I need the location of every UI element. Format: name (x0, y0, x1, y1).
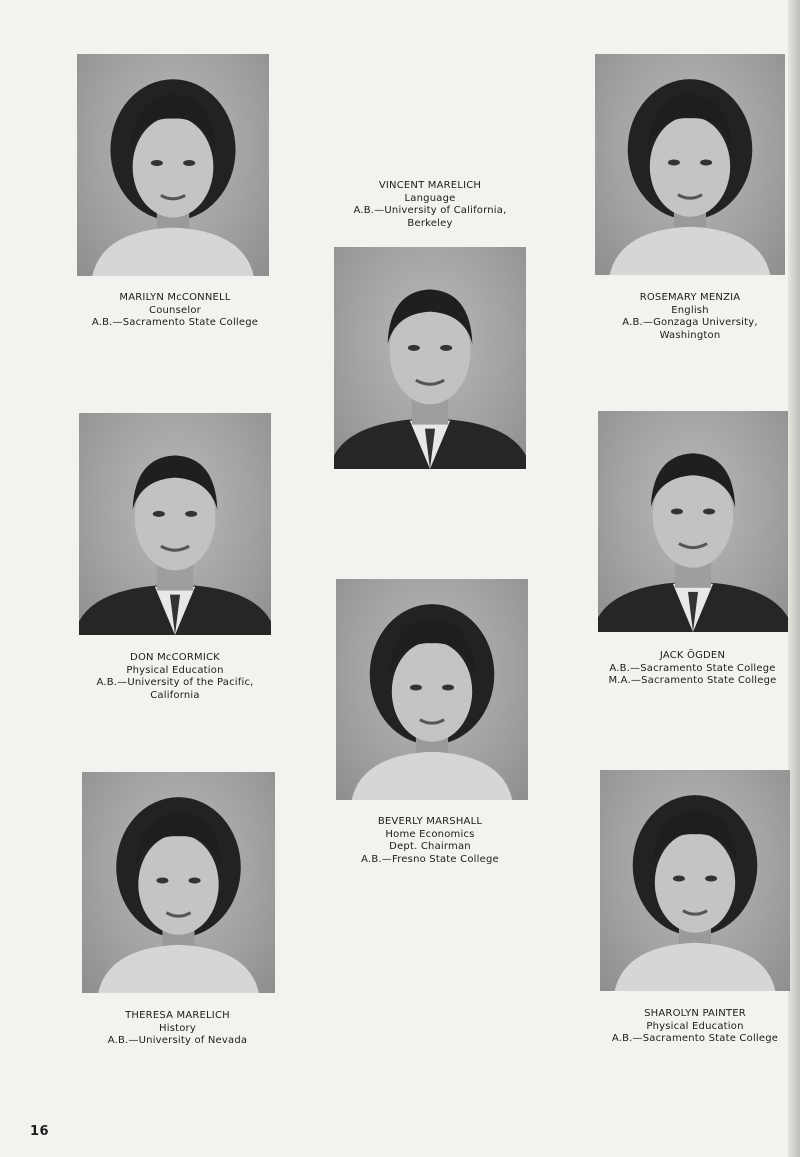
portrait-theresa-marelich (82, 772, 275, 993)
faculty-name: SHAROLYN PAINTER (644, 1008, 746, 1019)
faculty-detail: Language (404, 192, 456, 204)
faculty-name: ROSEMARY MENZIA (639, 292, 741, 303)
caption-jack-ogden (590, 650, 795, 688)
portrait-rosemary-menzia (595, 54, 785, 275)
portrait-jack-ogden (598, 411, 788, 632)
faculty-detail: Physical Education (126, 664, 224, 676)
caption-rosemary-menzia (585, 292, 795, 342)
faculty-detail: Washington (659, 329, 721, 341)
caption-marilyn-mcconnell (70, 292, 280, 330)
faculty-detail: English (671, 304, 709, 316)
portrait-don-mccormick (79, 413, 271, 635)
portrait-vincent-marelich (334, 247, 526, 469)
faculty-name: BEVERLY MARSHALL (377, 816, 483, 827)
faculty-detail: Counselor (149, 304, 201, 316)
faculty-detail: Dept. Chairman (389, 841, 471, 852)
faculty-detail: A.B.—Sacramento State College (91, 317, 259, 328)
faculty-name: DON McCORMICK (130, 652, 220, 663)
faculty-detail: A.B.—Sacramento State College (609, 662, 776, 674)
faculty-detail: A.B.—University of the Pacific, (96, 677, 254, 688)
faculty-detail: California (150, 689, 200, 701)
portrait-beverly-marshall (336, 579, 528, 800)
faculty-detail: A.B.—Sacramento State College (611, 1033, 779, 1044)
faculty-name: VINCENT MARELICH (378, 180, 482, 191)
page-number: 16 (30, 1124, 50, 1139)
portrait-sharolyn-painter (600, 770, 790, 991)
caption-sharolyn-painter (590, 1008, 800, 1046)
faculty-detail: Physical Education (646, 1020, 744, 1032)
faculty-detail: M.A.—Sacramento State College (608, 675, 777, 686)
caption-don-mccormick (65, 652, 285, 702)
faculty-detail: A.B.—University of Nevada (107, 1035, 248, 1046)
faculty-detail: A.B.—Fresno State College (361, 853, 499, 865)
caption-beverly-marshall (325, 816, 535, 866)
faculty-detail: A.B.—University of California, (353, 205, 507, 216)
faculty-name: JACK ÖGDEN (659, 650, 726, 661)
caption-theresa-marelich (70, 1010, 285, 1048)
faculty-detail: Home Economics (385, 828, 475, 840)
portrait-marilyn-mcconnell (77, 54, 269, 276)
faculty-detail: A.B.—Gonzaga University, (622, 317, 758, 328)
faculty-name: MARILYN McCONNELL (119, 292, 231, 303)
faculty-detail: Berkeley (407, 217, 453, 229)
faculty-name: THERESA MARELICH (125, 1010, 230, 1021)
faculty-detail: History (159, 1022, 196, 1034)
caption-vincent-marelich (320, 180, 540, 230)
